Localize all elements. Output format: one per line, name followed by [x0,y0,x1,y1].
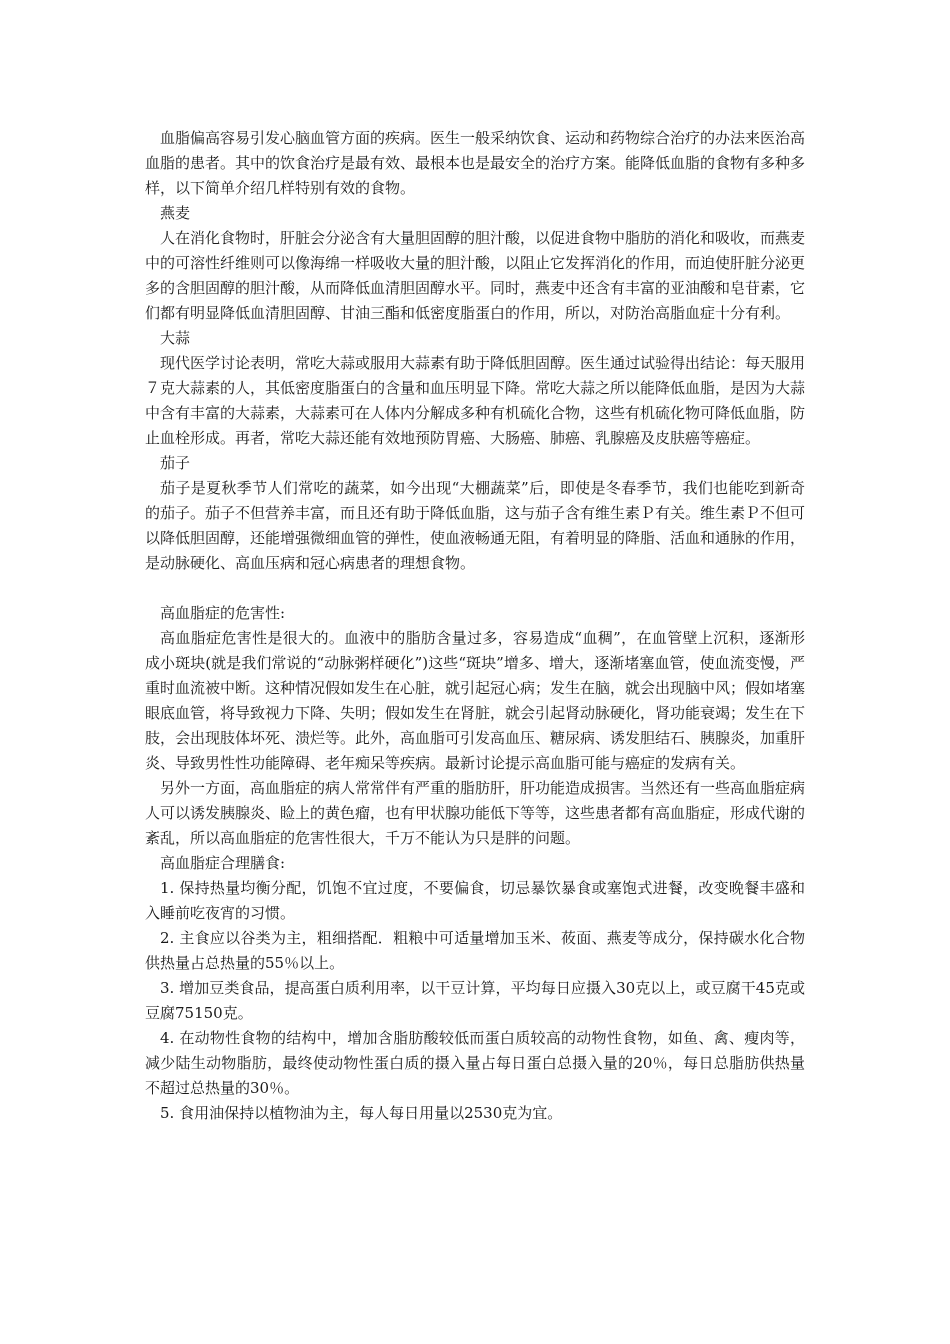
diet-item: 3. 增加豆类食品，提高蛋白质利用率，以干豆计算，平均每日应摄入30克以上，或豆腐干45克或豆腐75150克。 [145,979,805,1022]
food-paragraph-garlic: 现代医学讨论表明，常吃大蒜或服用大蒜素有助于降低胆固醇。医生通过试验得出结论：每天服用７克大蒜素的人，其低密度脂蛋白的含量和血压明显下降。常吃大蒜之所以能降低血脂，是因为大蒜中含有丰富的大蒜素，大蒜素可在人体内分解成多种有机硫化合物，这些有机硫化物可降低血脂，防止血栓形成。再者，常吃大蒜还能有效地预防胃癌、大肠癌、肺癌、乳腺癌及皮肤癌等癌症。 [145,354,806,447]
diet-item: 1. 保持热量均衡分配，饥饱不宜过度，不要偏食，切忌暴饮暴食或塞饱式进餐，改变晚餐丰盛和入睡前吃夜宵的习惯。 [145,879,805,922]
food-heading-eggplant: 茄子 [160,454,191,472]
diet-item: 5. 食用油保持以植物油为主，每人每日用量以2530克为宜。 [160,1104,563,1122]
document-page [145,126,805,1126]
diet-item: 4. 在动物性食物的结构中，增加含脂肪酸较低而蛋白质较高的动物性食物，如鱼、禽、瘦肉等，减少陆生动物脂肪，最终使动物性蛋白质的摄入量占每日蛋白总摄入量的20％，每日总脂肪供热量不超过总热量的30％。 [145,1029,805,1097]
food-heading-garlic: 大蒜 [160,329,191,347]
diet-item: 2. 主食应以谷类为主，粗细搭配．粗粮中可适量增加玉米、莜面、燕麦等成分，保持碳水化合物供热量占总热量的55％以上。 [145,929,805,972]
intro-paragraph: 血脂偏高容易引发心脑血管方面的疾病。医生一般采纳饮食、运动和药物综合治疗的办法来医治高血脂的患者。其中的饮食治疗是最有效、最根本也是最安全的治疗方案。能降低血脂的食物有多种多样，以下简单介绍几样特别有效的食物。 [145,129,806,197]
harm-paragraph-2: 另外一方面，高血脂症的病人常常伴有严重的脂肪肝，肝功能造成损害。当然还有一些高血脂症病人可以诱发胰腺炎、睑上的黄色瘤，也有甲状腺功能低下等等，这些患者都有高血脂症，形成代谢的紊乱，所以高血脂症的危害性很大，千万不能认为只是胖的问题。 [145,779,806,847]
food-paragraph-eggplant: 茄子是夏秋季节人们常吃的蔬菜，如今出现“大棚蔬菜”后，即使是冬春季节，我们也能吃到新奇的茄子。茄子不但营养丰富，而且还有助于降低血脂，这与茄子含有维生素Ｐ有关。维生素Ｐ不但可以降低胆固醇，还能增强微细血管的弹性，使血液畅通无阻，有着明显的降脂、活血和通脉的作用，是动脉硬化、高血压病和冠心病患者的理想食物。 [145,479,806,572]
food-heading-oats: 燕麦 [160,204,191,222]
harm-heading: 高血脂症的危害性: [160,604,286,622]
blank-line [145,576,805,601]
diet-heading: 高血脂症合理膳食: [160,854,286,872]
food-paragraph-oats: 人在消化食物时，肝脏会分泌含有大量胆固醇的胆汁酸，以促进食物中脂肪的消化和吸收，而燕麦中的可溶性纤维则可以像海绵一样吸收大量的胆汁酸，以阻止它发挥消化的作用，而迫使肝脏分泌更多的含胆固醇的胆汁酸，从而降低血清胆固醇水平。同时，燕麦中还含有丰富的亚油酸和皂苷素，它们都有明显降低血清胆固醇、甘油三酯和低密度脂蛋白的作用，所以，对防治高脂血症十分有利。 [145,229,806,322]
harm-paragraph-1: 高血脂症危害性是很大的。血液中的脂肪含量过多，容易造成“血稠”，在血管壁上沉积，逐渐形成小斑块(就是我们常说的“动脉粥样硬化”)这些“斑块”增多、增大，逐渐堵塞血管，使血流变慢，严重时血流被中断。这种情况假如发生在心脏，就引起冠心病；发生在脑，就会出现脑中风；假如堵塞眼底血管，将导致视力下降、失明；假如发生在肾脏，就会引起肾动脉硬化，肾功能衰竭；发生在下肢，会出现肢体坏死、溃烂等。此外，高血脂可引发高血压、糖尿病、诱发胆结石、胰腺炎，加重肝炎、导致男性性功能障碍、老年痴呆等疾病。最新讨论提示高血脂可能与癌症的发病有关。 [145,629,806,772]
